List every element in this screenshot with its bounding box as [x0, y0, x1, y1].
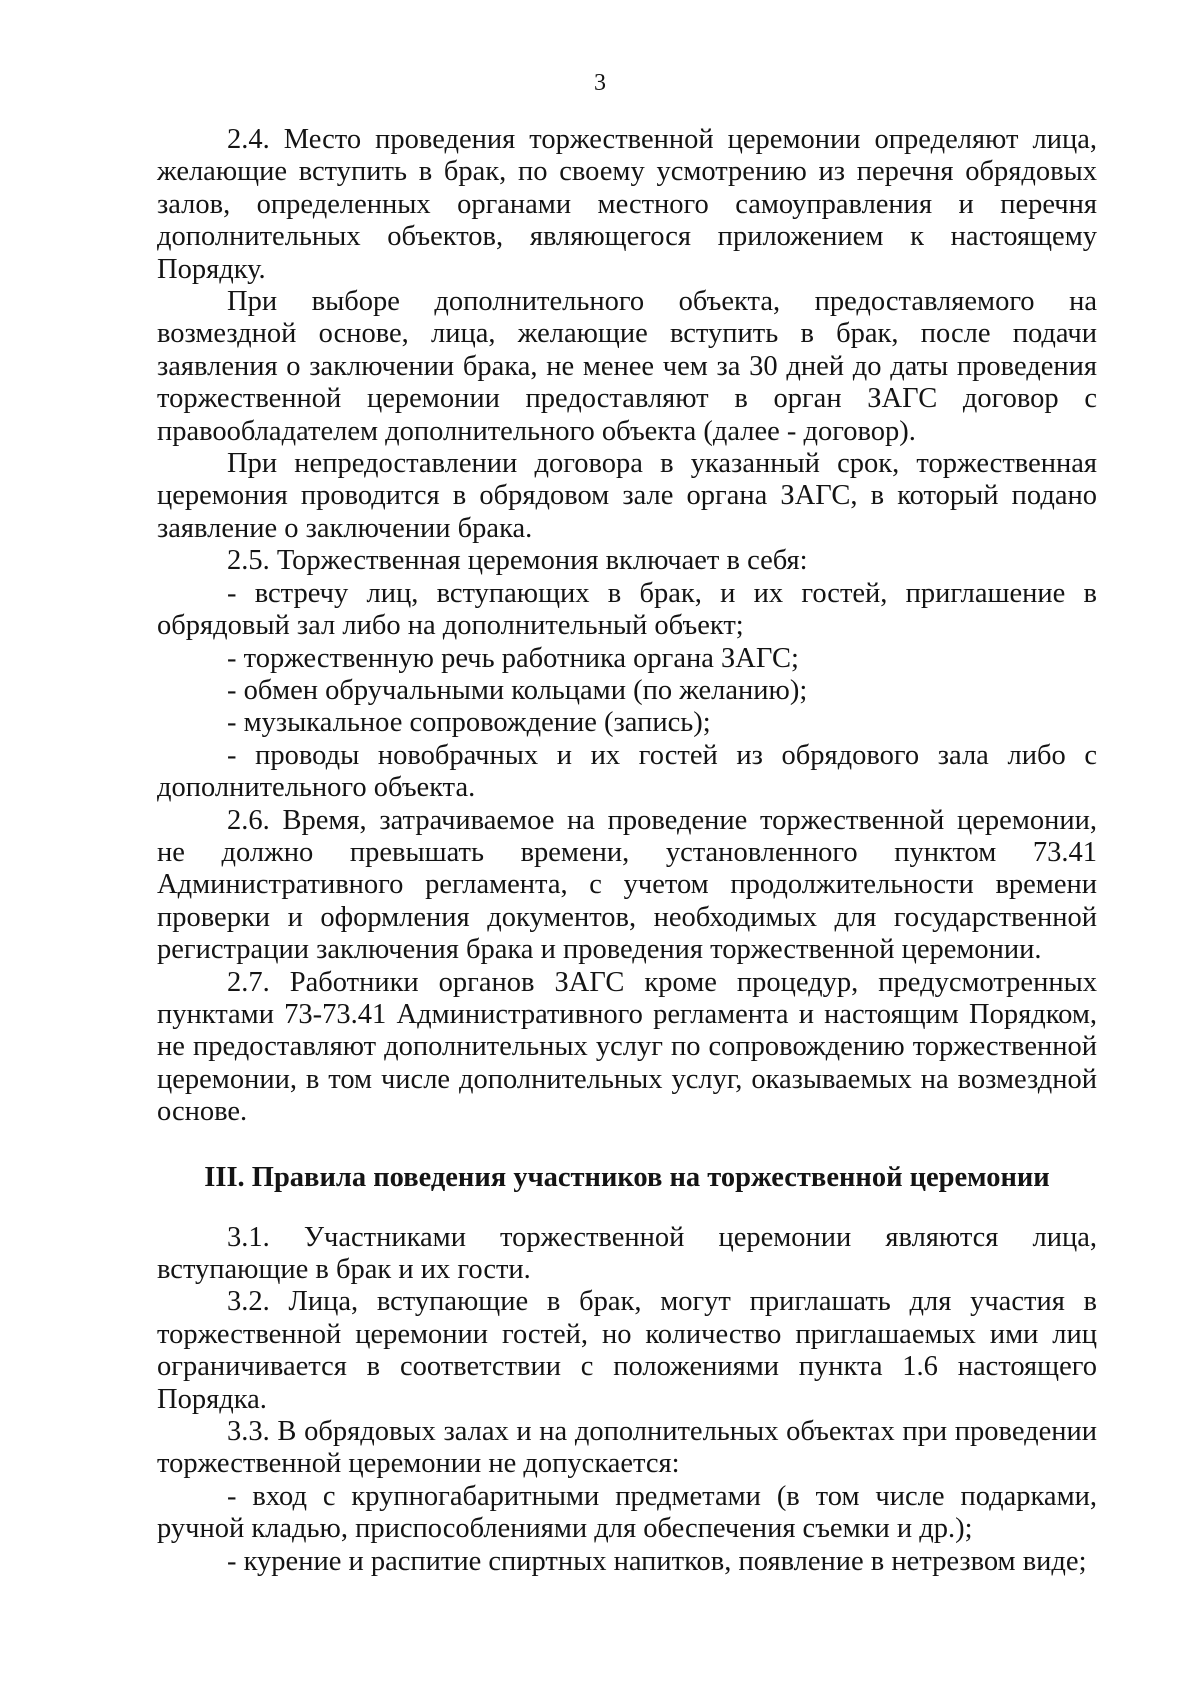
paragraph-3-2: 3.2. Лица, вступающие в брак, могут приглашать для участия в торжественной церемонии гостей, но количество приглашаемых ими лиц ограничивается в соответствии с положениями пункта 1.6 настоящего Порядка. [157, 1286, 1097, 1415]
paragraph-additional-object: При выборе дополнительного объекта, предоставляемого на возмездной основе, лица, желающие вступить в брак, после подачи заявления о заключении брака, не менее чем за 30 дней до даты проведения торжественной церемонии предоставляют в орган ЗАГС договор с правообладателем дополнительного объекта (далее - договор). [157, 286, 1097, 447]
list-item-large-items: - вход с крупногабаритными предметами (в том числе подарками, ручной кладью, приспособлениями для обеспечения съемки и др.); [157, 1480, 1097, 1545]
document-body [157, 124, 1097, 1578]
paragraph-2-6: 2.6. Время, затрачиваемое на проведение торжественной церемонии, не должно превышать времени, установленного пунктом 73.41 Административного регламента, с учетом продолжительности времени проверки и оформления документов, необходимых для государственной регистрации заключения брака и проведения торжественной церемонии. [157, 804, 1097, 966]
list-item-rings: - обмен обручальными кольцами (по желанию); [227, 674, 808, 706]
paragraph-no-contract: При непредоставлении договора в указанный срок, торжественная церемония проводится в обрядовом зале органа ЗАГС, в который подано заявление о заключении брака. [157, 448, 1097, 544]
list-item-music: - музыкальное сопровождение (запись); [227, 707, 711, 739]
paragraph-2-5: 2.5. Торжественная церемония включает в себя: [227, 545, 808, 577]
paragraph-2-7: 2.7. Работники органов ЗАГС кроме процедур, предусмотренных пунктами 73-73.41 Административного регламента и настоящим Порядком, не предоставляют дополнительных услуг по сопровождению торжественной церемонии, в том числе дополнительных услуг, оказываемых на возмездной основе. [157, 966, 1097, 1128]
paragraph-3-1: 3.1. Участниками торжественной церемонии являются лица, вступающие в брак и их гости. [157, 1221, 1097, 1285]
list-item-farewell: - проводы новобрачных и их гостей из обрядового зала либо с дополнительного объекта. [157, 739, 1097, 804]
list-item-smoking: - курение и распитие спиртных напитков, появление в нетрезвом виде; [227, 1545, 1087, 1577]
section-heading: III. Правила поведения участников на торжественной церемонии [204, 1161, 1050, 1193]
paragraph-3-3: 3.3. В обрядовых залах и на дополнительных объектах при проведении торжественной церемонии не допускается: [157, 1416, 1097, 1480]
paragraph-2-4: 2.4. Место проведения торжественной церемонии определяют лица, желающие вступить в брак, по своему усмотрению из перечня обрядовых залов, определенных органами местного самоуправления и перечня дополнительных объектов, являющегося приложением к настоящему Порядку. [157, 124, 1097, 285]
page-number: 3 [594, 70, 606, 96]
list-item-meeting: - встречу лиц, вступающих в брак, и их гостей, приглашение в обрядовый зал либо на дополнительный объект; [157, 577, 1097, 642]
list-item-speech: - торжественную речь работника органа ЗАГС; [227, 642, 799, 674]
